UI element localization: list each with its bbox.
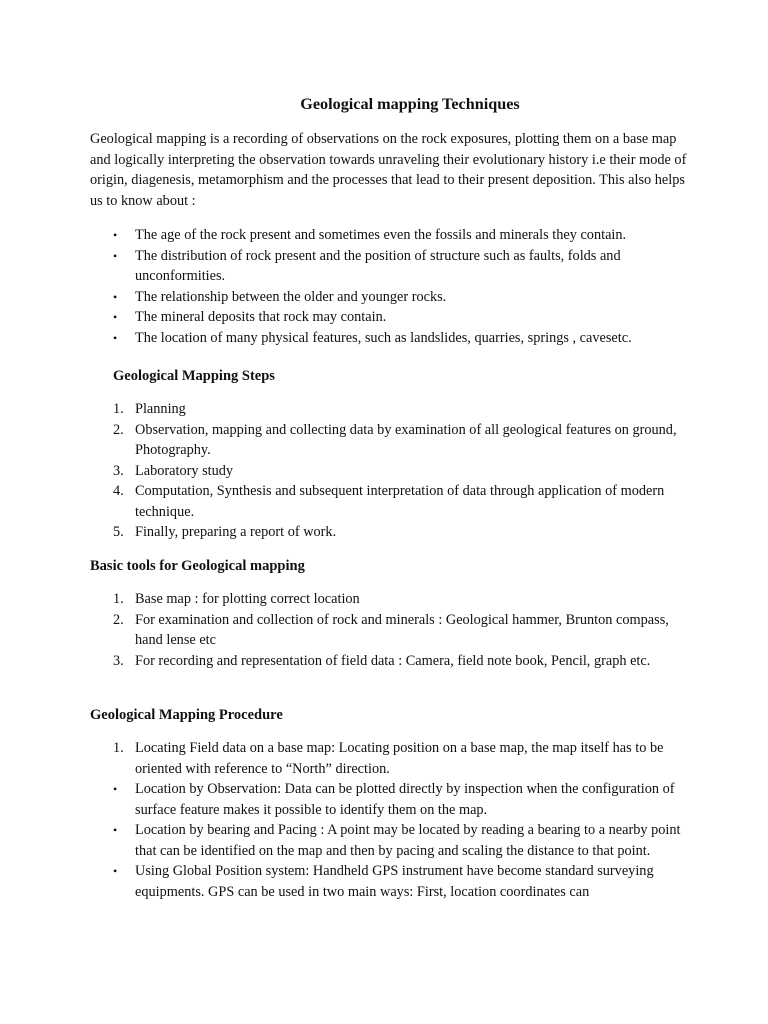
- list-item-text: Location by bearing and Pacing : A point may be located by reading a bearing to a nearby point that can be identified on the map and then by pacing and scaling the distance to that point.: [135, 822, 681, 859]
- list-item-text: The distribution of rock present and the position of structure such as faults, folds and unconformities.: [135, 247, 621, 284]
- bullet-marker: •: [113, 864, 118, 878]
- list-item-text: For recording and representation of field data : Camera, field note book, Pencil, graph etc.: [135, 652, 651, 669]
- list-item: [90, 307, 690, 328]
- list-item: [90, 738, 690, 779]
- procedure-heading: Geological Mapping Procedure: [90, 707, 283, 723]
- list-item-text: The location of many physical features, such as landslides, quarries, springs , cavesetc.: [135, 329, 632, 346]
- tools-list: [90, 589, 690, 671]
- list-item-text: Planning: [135, 401, 186, 417]
- list-item: [90, 522, 690, 543]
- bullet-marker: •: [113, 228, 118, 242]
- list-item: [90, 246, 690, 287]
- list-item-text: Laboratory study: [135, 462, 234, 479]
- list-item: [90, 399, 690, 420]
- list-item-text: Using Global Position system: Handheld GPS instrument have become standard surveying equipments. GPS can be used in two main ways: First, location coordinates can: [135, 863, 654, 900]
- bullet-marker: •: [113, 782, 118, 796]
- list-item-text: The age of the rock present and sometimes even the fossils and minerals they contain.: [135, 227, 627, 243]
- intro-paragraph: Geological mapping is a recording of observations on the rock exposures, plotting them on a base map and logically interpreting the observation towards unraveling their evolutionary history i.e their mode of origin, diagenesis, metamorphism and the processes that lead to their present deposition. This also helps us to know about :: [90, 131, 687, 209]
- list-item: [90, 225, 690, 246]
- list-item-text: The mineral deposits that rock may contain.: [135, 309, 387, 325]
- list-item: [90, 589, 690, 610]
- bullet-marker: •: [113, 248, 118, 263]
- number-marker: 1.: [113, 591, 124, 607]
- number-marker: 2.: [113, 611, 124, 628]
- tools-heading: Basic tools for Geological mapping: [90, 558, 305, 574]
- number-marker: 1.: [113, 740, 124, 756]
- list-item: [90, 651, 690, 672]
- list-item: [90, 420, 690, 461]
- list-item-text: Location by Observation: Data can be plotted directly by inspection when the configuration of surface feature makes it possible to identify them on the map.: [135, 781, 675, 818]
- number-marker: 4.: [113, 483, 124, 499]
- list-item: [90, 779, 690, 820]
- list-item: [90, 820, 690, 861]
- number-marker: 3.: [113, 652, 124, 669]
- list-item-text: Locating Field data on a base map: Locating position on a base map, the map itself has to be oriented with reference to “North” direction.: [135, 740, 664, 777]
- list-item-text: Base map : for plotting correct location: [135, 591, 360, 607]
- number-marker: 3.: [113, 462, 124, 479]
- number-marker: 2.: [113, 421, 124, 438]
- list-item-text: Observation, mapping and collecting data by examination of all geological features on ground, Photography.: [135, 421, 677, 458]
- about-list: [90, 225, 690, 348]
- procedure-list: [90, 738, 690, 902]
- list-item: [90, 861, 690, 902]
- bullet-marker: •: [113, 330, 118, 345]
- number-marker: 5.: [113, 524, 124, 540]
- list-item-text: For examination and collection of rock and minerals : Geological hammer, Brunton compass, hand lense etc: [135, 611, 669, 648]
- bullet-marker: •: [113, 289, 118, 304]
- list-item: [90, 481, 690, 522]
- list-item-text: The relationship between the older and younger rocks.: [135, 288, 447, 305]
- bullet-marker: •: [113, 310, 118, 324]
- list-item-text: Finally, preparing a report of work.: [135, 524, 337, 540]
- bullet-marker: •: [113, 823, 118, 837]
- list-item: [90, 461, 690, 482]
- list-item: [90, 328, 690, 349]
- list-item: [90, 610, 690, 651]
- steps-list: [90, 399, 690, 543]
- list-item-text: Computation, Synthesis and subsequent interpretation of data through application of modern technique.: [135, 483, 665, 520]
- page-title: Geological mapping Techniques: [300, 95, 520, 113]
- steps-heading: Geological Mapping Steps: [113, 368, 275, 384]
- number-marker: 1.: [113, 401, 124, 417]
- list-item: [90, 287, 690, 308]
